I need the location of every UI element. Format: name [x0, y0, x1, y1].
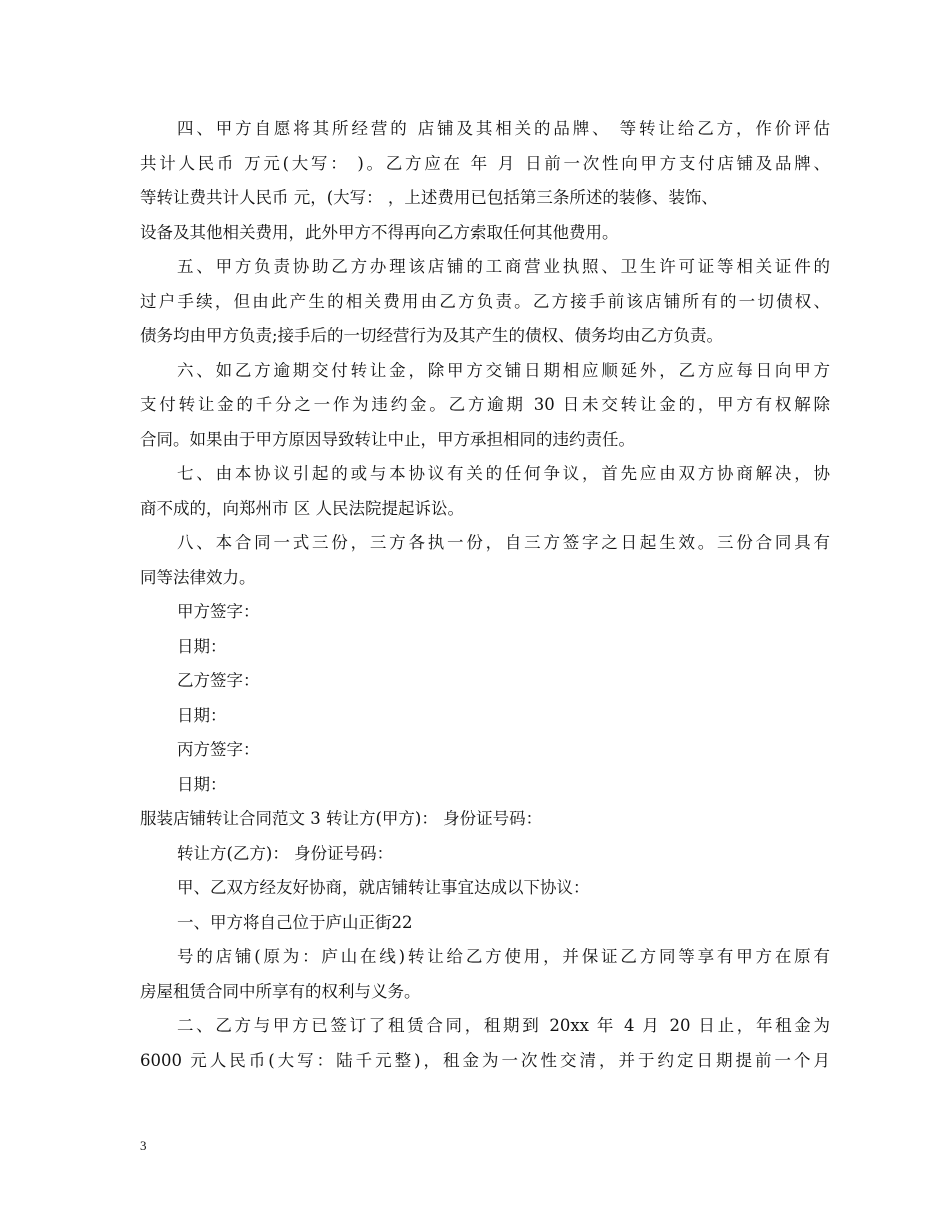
text-line: 支付转让金的千分之一作为违约金。乙方逾期 30 日未交转让金的，甲方有权解除 [140, 395, 830, 414]
text-line: 日期： [177, 636, 227, 656]
text-line: 六、如乙方逾期交付转让金，除甲方交铺日期相应顺延外，乙方应每日向甲方 [177, 360, 830, 380]
text-line: 等转让费共计人民币 元，(大写： ，上述费用已包括第三条所述的装修、装饰、 [140, 188, 718, 207]
text-line: 设备及其他相关费用，此外甲方不得再向乙方索取任何其他费用。 [140, 222, 619, 242]
text-line: 过户手续，但由此产生的相关费用由乙方负责。乙方接手前该店铺所有的一切债权、 [140, 291, 830, 311]
text-line: 甲、乙双方经友好协商，就店铺转让事宜达成以下协议： [177, 878, 590, 897]
page-number: 3 [140, 1138, 147, 1153]
text-line: 转让方(乙方)： 身份证号码： [177, 843, 394, 863]
text-line: 日期： [177, 705, 227, 725]
document-body [140, 112, 830, 1078]
text-line: 七、由本协议引起的或与本协议有关的任何争议，首先应由双方协商解决，协 [177, 464, 830, 483]
text-line: 服装店铺转让合同范文 3 转让方(甲方)： 身份证号码： [140, 809, 543, 828]
text-line: 房屋租赁合同中所享有的权利与义务。 [140, 981, 421, 1001]
text-line: 二、乙方与甲方已签订了租赁合同，租期到 20xx 年 4 月 20 日止，年租金为 [177, 1016, 830, 1035]
text-line: 甲方签字： [177, 602, 260, 621]
text-line: 商不成的，向郑州市 区 人民法院提起诉讼。 [140, 498, 464, 518]
text-line: 债务均由甲方负责;接手后的一切经营行为及其产生的债权、债务均由乙方负责。 [140, 326, 724, 345]
text-line: 号的店铺(原为：庐山在线)转让给乙方使用，并保证乙方同等享有甲方在原有 [177, 947, 830, 966]
text-line: 合同。如果由于甲方原因导致转让中止，甲方承担相同的违约责任。 [140, 429, 635, 449]
text-line: 同等法律效力。 [140, 567, 256, 587]
text-line: 共计人民币 万元(大写： )。乙方应在 年 月 日前一次性向甲方支付店铺及品牌、 [140, 153, 830, 173]
text-line: 丙方签字： [177, 740, 260, 759]
text-line: 四、甲方自愿将其所经营的 店铺及其相关的品牌、 等转让给乙方，作价评估 [177, 119, 830, 138]
text-line: 日期： [177, 774, 227, 794]
text-line: 乙方签字： [177, 671, 260, 690]
text-line: 八、本合同一式三份，三方各执一份，自三方签字之日起生效。三份合同具有 [177, 533, 830, 552]
text-line: 五、甲方负责协助乙方办理该店铺的工商营业执照、卫生许可证等相关证件的 [177, 257, 830, 276]
text-line: 6000 元人民币(大写：陆千元整)，租金为一次性交清，并于约定日期提前一个月 [140, 1050, 830, 1070]
text-line: 一、甲方将自己位于庐山正街22 [177, 912, 413, 932]
